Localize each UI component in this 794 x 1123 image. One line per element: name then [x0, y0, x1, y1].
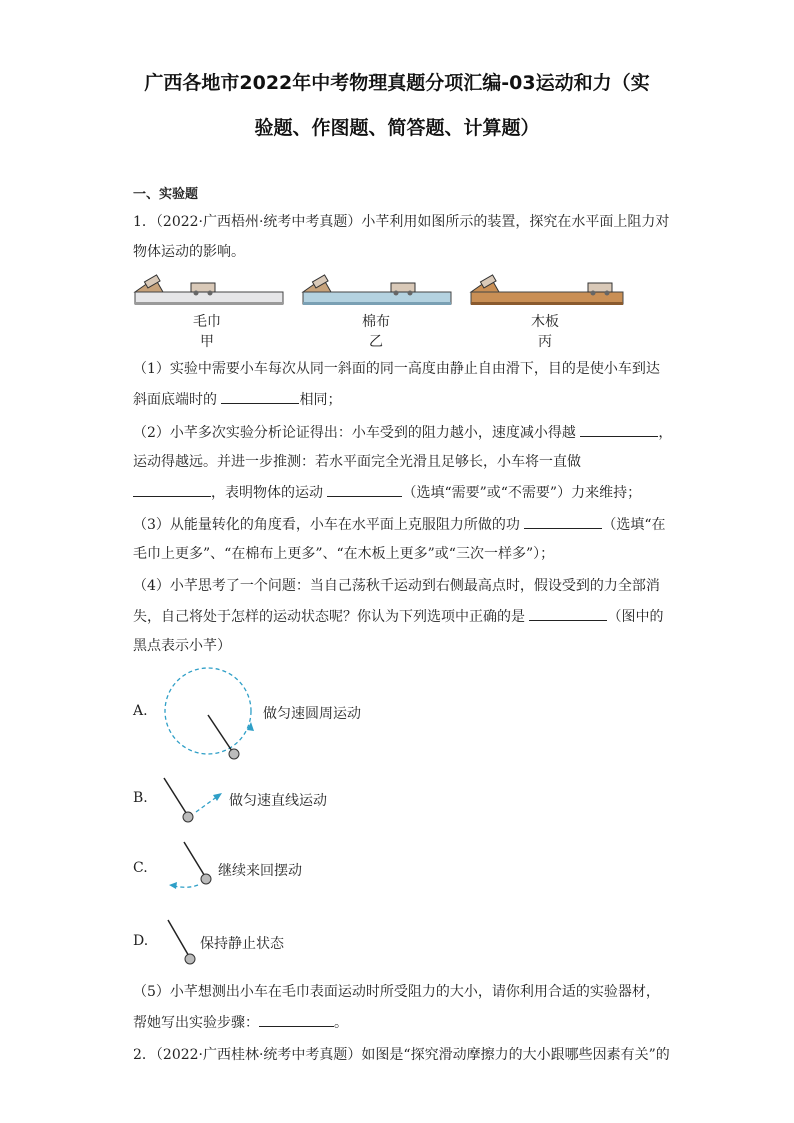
- q1-p2-line-b: 运动得越远。并进一步推测：若水平面完全光滑且足够长，小车将一直做: [133, 454, 581, 470]
- option-a-letter: A.: [133, 703, 148, 719]
- q1-p1-text-end: 相同；: [299, 392, 342, 408]
- q1-p4-text: 失，自己将处于怎样的运动状态呢？你认为下列选项中正确的是: [133, 609, 525, 625]
- caption-cotton: 棉布: [362, 314, 390, 330]
- q1-p4-line-a: （4）小芊思考了一个问题：当自己荡秋千运动到右侧最高点时，假设受到的力全部消: [133, 578, 660, 594]
- ramp-wood: [471, 275, 623, 305]
- person-dot: [185, 954, 195, 964]
- person-dot: [229, 749, 239, 759]
- answer-blank: [580, 422, 658, 437]
- option-c-text: 继续来回摆动: [218, 863, 302, 879]
- swing-rope: [208, 715, 234, 754]
- q1-stem-line-2: 物体运动的影响。: [133, 244, 245, 260]
- q1-p2-text-mid: ，表明物体的运动: [211, 485, 323, 501]
- q1-p1-text: 斜面底端时的: [133, 392, 217, 408]
- option-a-figure: [160, 664, 260, 769]
- q1-p2-text-end2: （选填“需要”或“不需要”）力来维持；: [402, 485, 642, 501]
- q1-p3-line-a: [133, 514, 666, 535]
- circular-path-icon: [165, 668, 251, 754]
- ramp-towel: [135, 275, 283, 305]
- option-d-figure: [160, 916, 204, 970]
- q2-stem-line-1: 2．（2022·广西桂林·统考中考真题）如图是“探究滑动摩擦力的大小跟哪些因素有关”的: [133, 1047, 670, 1063]
- answer-blank: [524, 514, 602, 529]
- q1-p1-line-b: [133, 389, 341, 410]
- option-c-letter: C.: [133, 860, 148, 876]
- straight-path-icon: [196, 796, 218, 812]
- answer-blank: [133, 482, 211, 497]
- doc-title-line-2: 验题、作图题、简答题、计算题）: [254, 117, 540, 139]
- option-b-figure: [160, 774, 230, 828]
- q1-p3-line-b: 毛巾上更多”、“在棉布上更多”、“在木板上更多”或“三次一样多”）；: [133, 546, 555, 562]
- q1-p5-text: 帮她写出实验步骤：: [133, 1015, 259, 1031]
- q1-p5-text-end: 。: [334, 1015, 348, 1031]
- q1-p2-text: （2）小芊多次实验分析论证得出：小车受到的阻力越小，速度减小得越: [133, 425, 576, 441]
- arrow-icon: [213, 793, 222, 801]
- q1-p5-line-b: [133, 1012, 348, 1033]
- person-dot: [201, 874, 211, 884]
- ramp-cotton: [303, 275, 451, 305]
- option-d-letter: D.: [133, 933, 149, 949]
- q1-p4-line-b: [133, 606, 663, 627]
- q1-p4-line-c: 黑点表示小芊）: [133, 638, 231, 654]
- option-b-text: 做匀速直线运动: [229, 793, 327, 809]
- q1-p3-text-end: （选填“在: [602, 517, 666, 533]
- caption-towel: 毛巾: [193, 314, 221, 330]
- option-d-text: 保持静止状态: [200, 936, 284, 952]
- q1-p5-line-a: （5）小芊想测出小车在毛巾表面运动时所受阻力的大小，请你利用合适的实验器材，: [133, 984, 660, 1000]
- option-a-text: 做匀速圆周运动: [263, 706, 361, 722]
- q1-p1-line-a: （1）实验中需要小车每次从同一斜面的同一高度由静止自由滑下，目的是使小车到达: [133, 361, 660, 377]
- caption-label-jia: 甲: [200, 334, 214, 350]
- person-dot: [183, 812, 193, 822]
- swing-rope: [168, 920, 190, 958]
- option-c-figure: [160, 838, 220, 896]
- swing-rope: [184, 842, 206, 878]
- caption-wood: 木板: [531, 314, 559, 330]
- q1-p3-text: （3）从能量转化的角度看，小车在水平面上克服阻力所做的功: [133, 517, 520, 533]
- q1-p4-text-end: （图中的: [607, 609, 664, 625]
- caption-label-bing: 丙: [538, 334, 552, 350]
- q1-p2-line-a: [133, 422, 672, 443]
- q1-p2-text-end: ，: [658, 425, 673, 441]
- answer-blank: [259, 1012, 334, 1027]
- ramp-experiment-figure: [133, 272, 628, 312]
- caption-label-yi: 乙: [369, 334, 383, 350]
- swing-rope: [164, 778, 188, 816]
- q1-p2-line-c: [133, 482, 641, 503]
- answer-blank: [529, 606, 607, 621]
- option-b-letter: B.: [133, 790, 148, 806]
- q1-stem-line-1: 1．（2022·广西梧州·统考中考真题）小芊利用如图所示的装置，探究在水平面上阻力对: [133, 214, 670, 230]
- swing-path-icon: [174, 885, 198, 887]
- section-heading: 一、实验题: [133, 187, 199, 202]
- doc-title-line-1: 广西各地市2022年中考物理真题分项汇编-03运动和力（实: [144, 72, 650, 94]
- answer-blank: [327, 482, 402, 497]
- answer-blank: [221, 389, 299, 404]
- arrow-icon: [169, 882, 177, 889]
